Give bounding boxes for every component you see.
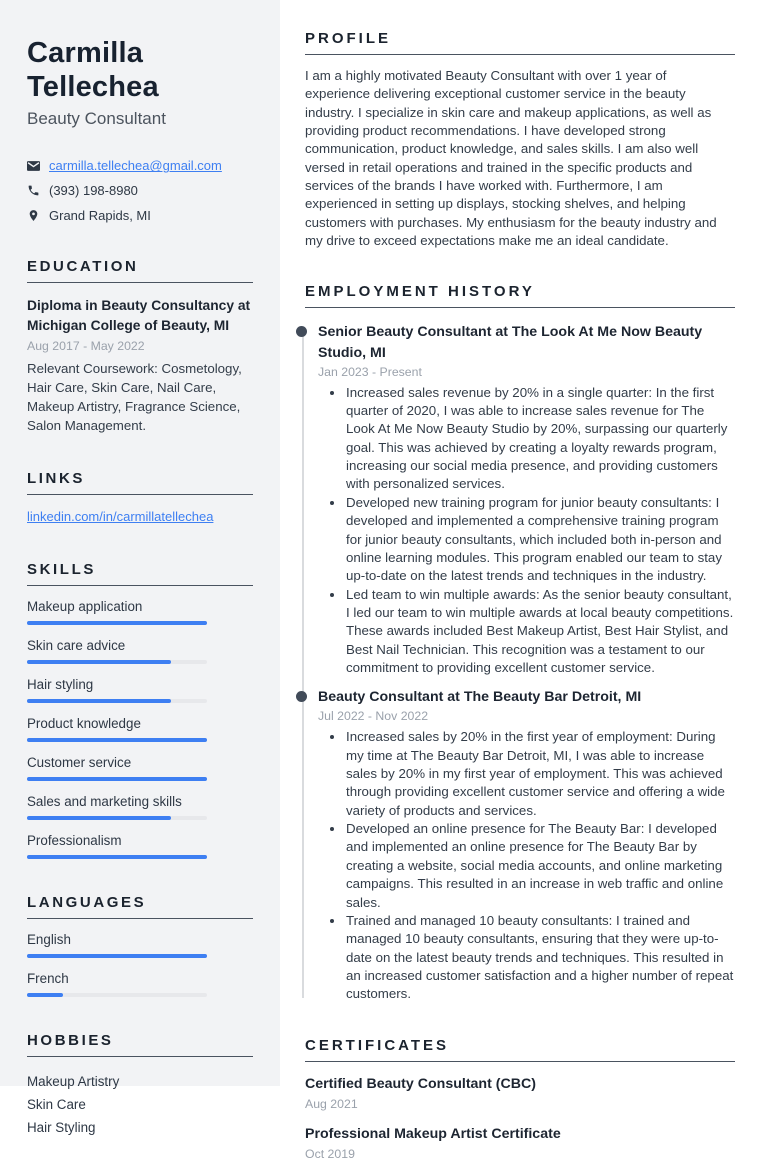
skills-heading: SKILLS (27, 561, 253, 586)
employment-timeline (305, 322, 735, 1003)
skill-label: Skin care advice (27, 637, 126, 653)
links-heading: LINKS (27, 470, 253, 495)
links-section (27, 470, 253, 526)
job-bullet: • Developed new training program for junior beauty consultants: I developed and implemented a comprehensive training program for junior beauty consultants, which included both in-person and online learning modules. This program enabled our team to stay up-to-date on the latest trends and techniques in the industry. (345, 494, 735, 586)
skill-label: Sales and marketing skills (27, 793, 182, 809)
job-bullet: • Trained and managed 10 beauty consultants: I trained and managed 10 beauty consultants, ensuring that they were up-to-date on the latest beauty trends and techniques. This resulted in an increased customer satisfaction and a higher number of repeat customers. (345, 912, 735, 1004)
hobby-item: Makeup Artistry (27, 1073, 120, 1089)
education-dates: Aug 2017 - May 2022 (27, 338, 145, 353)
contact-location-row (27, 208, 253, 223)
skill-item (27, 638, 253, 664)
certificate-entry (305, 1074, 735, 1111)
skill-item (27, 755, 253, 781)
certificate-date: Aug 2021 (305, 1096, 358, 1111)
skill-label: Professionalism (27, 832, 122, 848)
education-section (27, 258, 253, 434)
hobby-item: Hair Styling (27, 1120, 96, 1136)
languages-section (27, 894, 253, 997)
main-column (280, 0, 768, 1161)
skill-bar-track (27, 816, 207, 820)
timeline-dot (296, 326, 307, 337)
job-bullet-list (318, 384, 735, 678)
skill-bar-fill (27, 816, 171, 820)
language-bar-fill (27, 954, 207, 958)
skill-item (27, 677, 253, 703)
languages-heading: LANGUAGES (27, 894, 253, 919)
language-label: French (27, 970, 69, 986)
language-bar-track (27, 954, 207, 958)
skill-bar-fill (27, 621, 207, 625)
profile-heading: PROFILE (305, 30, 735, 55)
skill-bar-fill (27, 738, 207, 742)
skill-bar-track (27, 699, 207, 703)
skill-label: Product knowledge (27, 715, 141, 731)
skill-bar-track (27, 621, 207, 625)
contact-block (27, 158, 253, 223)
person-name: Carmilla Tellechea (27, 37, 159, 104)
language-label: English (27, 931, 71, 947)
certificate-date: Oct 2019 (305, 1146, 355, 1161)
employment-heading: EMPLOYMENT HISTORY (305, 283, 735, 308)
skill-item (27, 716, 253, 742)
job-dates: Jul 2022 - Nov 2022 (318, 709, 429, 724)
certificate-title: Certified Beauty Consultant (CBC) (305, 1075, 536, 1092)
skills-section (27, 561, 253, 859)
certificate-title: Professional Makeup Artist Certificate (305, 1125, 561, 1142)
sidebar (0, 0, 280, 1136)
contact-email-row (27, 158, 253, 173)
phone-number: (393) 198-8980 (49, 183, 138, 199)
location-text: Grand Rapids, MI (49, 208, 151, 224)
skill-item (27, 599, 253, 625)
timeline-line (302, 332, 304, 997)
hobbies-heading: HOBBIES (27, 1032, 253, 1057)
hobby-item: Skin Care (27, 1096, 86, 1112)
profile-section (305, 30, 735, 250)
certificates-section (305, 1037, 735, 1161)
skill-item (27, 794, 253, 820)
skill-bar-fill (27, 699, 171, 703)
skill-bar-track (27, 777, 207, 781)
job-entry (305, 687, 735, 1003)
job-dates: Jan 2023 - Present (318, 364, 422, 379)
job-title: Senior Beauty Consultant at The Look At Me Now Beauty Studio, MI (318, 324, 703, 361)
skill-bar-track (27, 855, 207, 859)
job-bullet-list (318, 728, 735, 1003)
employment-section (305, 283, 735, 1003)
skill-bar-fill (27, 660, 171, 664)
job-title: Beauty Consultant at The Beauty Bar Detroit, MI (318, 689, 642, 706)
skill-bar-track (27, 660, 207, 664)
skill-bar-fill (27, 777, 207, 781)
hobbies-section (27, 1032, 253, 1140)
job-entry (305, 322, 735, 677)
skill-bar-track (27, 738, 207, 742)
language-bar-fill (27, 993, 63, 997)
job-bullet: • Developed an online presence for The Beauty Bar: I developed and implemented an online presence for The Beauty Bar by creating a website, social media accounts, and online marketing campaigns. This resulted in an increase in web traffic and online sales. (345, 820, 735, 912)
person-job-title: Beauty Consultant (27, 109, 166, 129)
skill-item (27, 833, 253, 859)
skill-label: Hair styling (27, 676, 94, 692)
language-item (27, 971, 253, 997)
skill-bar-fill (27, 855, 207, 859)
email-icon (27, 161, 40, 171)
education-heading: EDUCATION (27, 258, 253, 283)
skill-label: Makeup application (27, 598, 143, 614)
phone-icon (27, 184, 40, 197)
skill-label: Customer service (27, 754, 132, 770)
language-bar-track (27, 993, 207, 997)
profile-text: I am a highly motivated Beauty Consultant with over 1 year of experience delivering exceptional customer service in the beauty industry. I specialize in skin care and makeup applications, as well as providing product recommendations. I have developed strong communication, product knowledge, and sales skills. I am also well versed in retail operations and trained in the specific products and services of the brands I have worked with. Furthermore, I am experienced in setting up displays, stocking shelves, and helping customers with purchases. My enthusiasm for the beauty industry and my drive to exceed expectations make me an ideal candidate. (305, 68, 717, 249)
certificates-heading: CERTIFICATES (305, 1037, 735, 1062)
location-pin-icon (27, 209, 40, 222)
linkedin-link[interactable]: linkedin.com/in/carmillatellechea (27, 508, 214, 524)
language-item (27, 932, 253, 958)
job-bullet: • Led team to win multiple awards: As the senior beauty consultant, I led our team to win multiple awards at local beauty competitions. These awards included Best Makeup Artist, Best Hair Stylist, and Best Nail Technician. This recognition was a testament to our commitment to providing excellent customer service. (345, 586, 735, 678)
job-bullet: • Increased sales by 20% in the first year of employment: During my time at The Beauty Bar Detroit, MI, I was able to increase sales by 20% in my first year of employment. This was achieved through providing excellent customer service and offering a wide variety of products and services. (345, 728, 735, 820)
job-bullet: • Increased sales revenue by 20% in a single quarter: In the first quarter of 2020, I was able to increase sales revenue for The Look At Me Now Beauty Studio by 20%, surpassing our quarterly goal. This was achieved by creating a loyalty rewards program, increasing our social media presence, and providing customers with personalized services. (345, 384, 735, 494)
certificate-entry (305, 1124, 735, 1161)
email-link[interactable]: carmilla.tellechea@gmail.com (49, 158, 222, 174)
education-description: Relevant Coursework: Cosmetology, Hair Care, Skin Care, Nail Care, Makeup Artistry, Fragrance Science, Salon Management. (27, 360, 242, 433)
education-degree: Diploma in Beauty Consultancy at Michigan College of Beauty, MI (27, 298, 251, 334)
contact-phone-row (27, 183, 253, 198)
timeline-dot (296, 691, 307, 702)
